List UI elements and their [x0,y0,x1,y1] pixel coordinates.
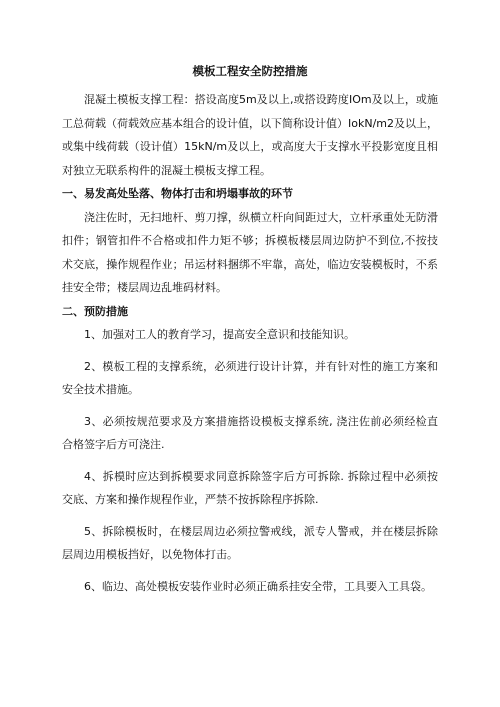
intro-paragraph: 混凝土模板支撑工程：搭设高度5m及以上,或搭设跨度IOm及以上，或施工总荷载（荷载效应基本组合的设计值，以下简称设计值）IokN/m2及以上，或集中线荷载（设计值）15kN/m及以上，或高度大于支撑水平投影宽度且相对独立无联系构件的混凝土模板支撑工程。 [62,93,438,177]
section-2-heading: 二、预防措施 [62,304,128,318]
measure-item-1: 1、加强对工人的教育学习，提高安全意识和技能知识。 [84,328,355,341]
document-title: 模板工程安全防控措施 [192,64,308,78]
measure-item-3: 3、必须按规范要求及方案措施搭设模板支撑系统, 浇注佐前必须经检直合格签字后方可浇注. [62,414,438,451]
measure-item-6: 6、临边、高处模板安装作业时必须正确系挂安全带，工具要入工具袋。 [84,579,432,593]
measure-item-5: 5、拆除模板时，在楼层周边必须拉警戒线，派专人警戒，并在楼层拆除层周边用模板挡好，以免物体打击。 [62,524,438,561]
section-1-heading: 一、易发高处坠落、物体打击和坍塌事故的环节 [62,187,293,200]
measure-item-4: 4、拆模时应达到拆模要求同意拆除签字后方可拆除. 拆除过程中必须按交底、方案和操作规程作业，严禁不按拆除程序拆除. [62,469,438,506]
measure-item-2: 2、模板工程的支撑系统，必须进行设计计算，并有针对性的施工方案和安全技术措施。 [62,359,438,396]
section-1-paragraph: 浇注佐时，无扫地杆、剪刀撑，纵横立杆向间距过大，立杆承重处无防滑扣件；钢管扣件不合格或扣件力矩不够；拆模板楼层周边防护不到位,不按技术交底，操作规程作业；吊运材料捆绑不牢靠，高处，临边安装模板时，不系挂安全带；楼层周边乱堆码材料。 [62,210,438,294]
